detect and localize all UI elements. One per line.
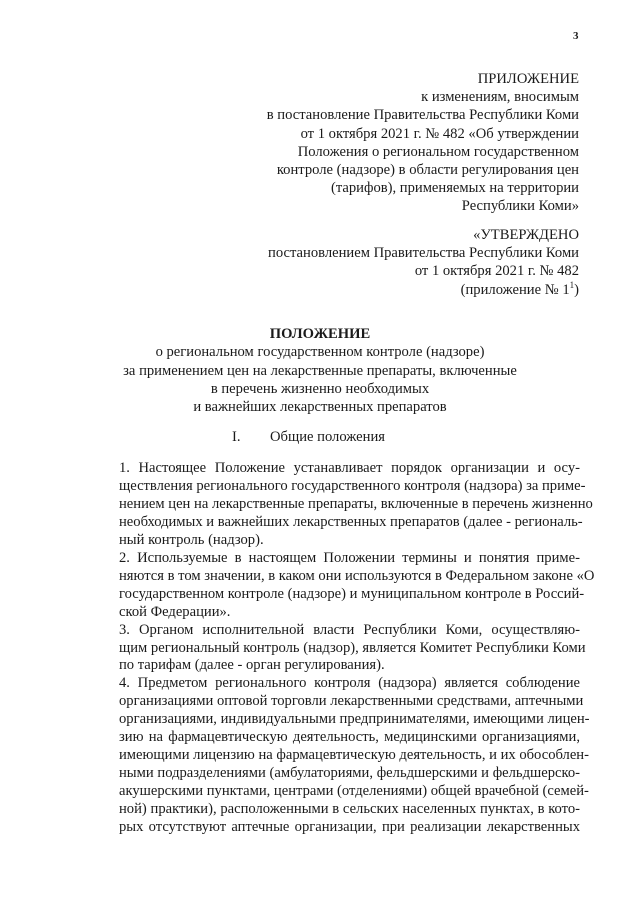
appendix-line: в постановление Правительства Республики Коми bbox=[266, 107, 579, 124]
paragraph-3 bbox=[84, 621, 586, 676]
text-line: рых отсутствуют аптечные организации, при реализации лекарственных bbox=[119, 819, 580, 836]
paragraph-4 bbox=[84, 675, 590, 837]
text-line: зию на фармацевтическую деятельность, медицинскими организациями, bbox=[119, 729, 580, 746]
text-line: ской Федерации». bbox=[119, 603, 231, 620]
paragraph-2 bbox=[84, 549, 595, 622]
text-line: нением цен на лекарственные препараты, включенные в перечень жизненно bbox=[119, 495, 593, 512]
appendix-block bbox=[267, 70, 579, 216]
text-line: ными подразделениями (амбулаториями, фельдшерскими и фельдшерско- bbox=[119, 765, 580, 782]
document-title bbox=[0, 325, 640, 416]
document-subtitle-line: в перечень жизненно необходимых bbox=[210, 380, 430, 397]
text-line: имеющими лицензию на фармацевтическую деятельность, и их обособлен- bbox=[119, 747, 589, 764]
text-line: по тарифам (далее - орган регулирования). bbox=[119, 657, 385, 674]
appendix-line: Положения о региональном государственном bbox=[297, 143, 579, 160]
page-number: 3 bbox=[573, 30, 579, 42]
appendix-line: ПРИЛОЖЕНИЕ bbox=[477, 71, 579, 87]
text-line: необходимых и важнейших лекарственных препаратов (далее - региональ- bbox=[119, 513, 583, 530]
text-line: ный контроль (надзор). bbox=[119, 531, 264, 548]
document-subtitle-line: о региональном государственном контроле (надзоре) bbox=[155, 344, 485, 361]
approval-ref-suffix: ) bbox=[574, 281, 579, 298]
appendix-line: от 1 октября 2021 г. № 482 «Об утверждении bbox=[300, 125, 579, 142]
approval-stamp-block bbox=[268, 226, 579, 299]
text-line: няются в том значении, в каком они используются в Федеральном законе «О bbox=[119, 567, 595, 584]
approval-ref-superscript: 1 bbox=[569, 279, 575, 290]
section-heading bbox=[232, 428, 385, 446]
approval-line: постановлением Правительства Республики Коми bbox=[268, 245, 579, 262]
paragraph-1 bbox=[84, 460, 593, 550]
appendix-line: контроле (надзоре) в области регулирования цен bbox=[276, 162, 579, 179]
text-line: 1. Настоящее Положение устанавливает порядок организации и осу- bbox=[119, 460, 580, 476]
text-line: государственном контроле (надзоре) и муниципальном контроле в Россий- bbox=[119, 585, 585, 602]
text-line: ной) практики), расположенными в сельских населенных пунктах, в кото- bbox=[119, 801, 580, 818]
text-line: акушерскими пунктами, центрами (отделениями) общей врачебной (семей- bbox=[119, 783, 589, 800]
appendix-line: к изменениям, вносимым bbox=[421, 89, 579, 106]
text-line: 3. Органом исполнительной власти Республики Коми, осуществляю- bbox=[119, 621, 580, 638]
document-subtitle-line: и важнейших лекарственных препаратов bbox=[193, 399, 447, 416]
text-line: 4. Предметом регионального контроля (надзора) является соблюдение bbox=[119, 675, 580, 692]
appendix-line: Республики Коми» bbox=[461, 198, 579, 215]
text-line: 2. Используемые в настоящем Положении термины и понятия приме- bbox=[119, 549, 580, 566]
approval-ref-prefix: (приложение № 1 bbox=[460, 281, 570, 298]
text-line: организациями оптовой торговли лекарственными средствами, аптечными bbox=[119, 693, 584, 710]
document-subtitle-line: за применением цен на лекарственные препараты, включенные bbox=[123, 362, 517, 379]
document-heading: ПОЛОЖЕНИЕ bbox=[269, 326, 371, 342]
approval-appendix-ref bbox=[268, 281, 579, 299]
document-body bbox=[84, 460, 595, 837]
text-line: ществления регионального государственного контроля (надзора) за приме- bbox=[119, 477, 586, 494]
text-line: щим региональный контроль (надзор), является Комитет Республики Коми bbox=[119, 639, 586, 656]
appendix-line: (тарифов), применяемых на территории bbox=[330, 180, 579, 197]
approval-line: «УТВЕРЖДЕНО bbox=[473, 227, 579, 243]
text-line: организациями, индивидуальными предпринимателями, имеющими лицен- bbox=[119, 711, 590, 728]
approval-line: от 1 октября 2021 г. № 482 bbox=[414, 263, 579, 280]
section-title: Общие положения bbox=[270, 429, 385, 445]
section-number: I. bbox=[232, 429, 241, 445]
